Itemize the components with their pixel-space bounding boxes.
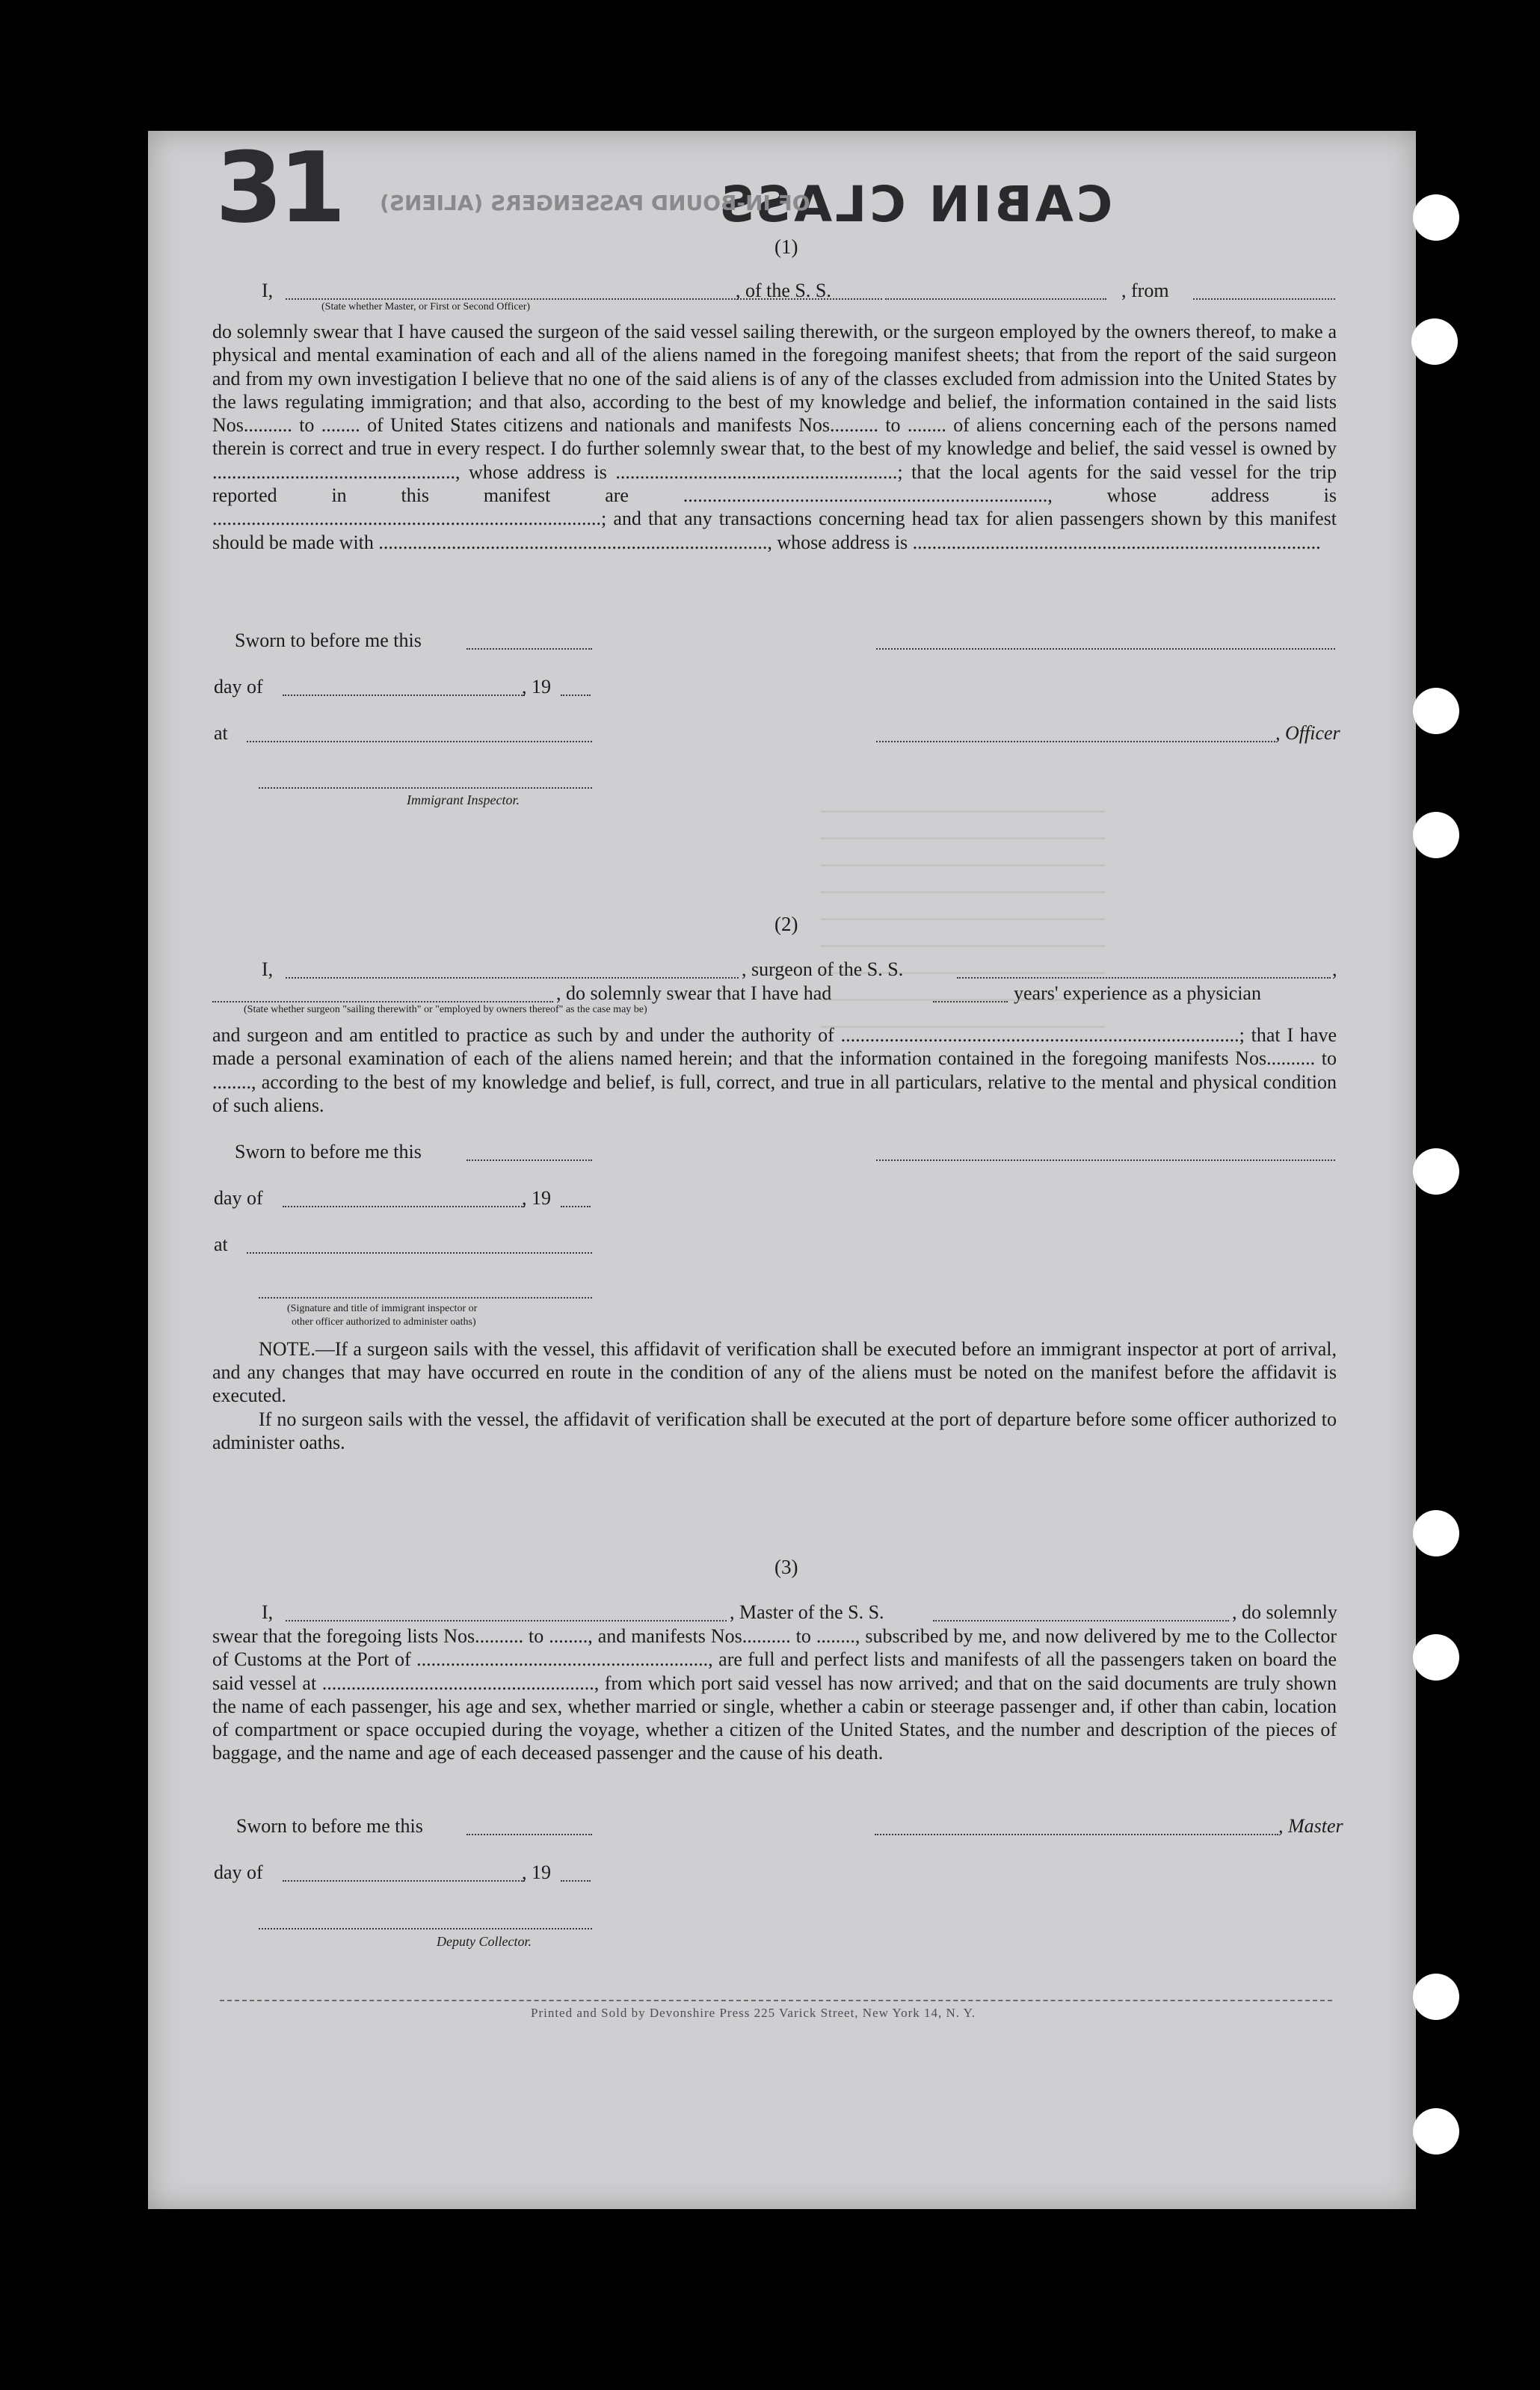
s2-note-text: NOTE.—If a surgeon sails with the vessel, this affidavit of verification shall be executed before an immigrant inspector at port of arrival, and any changes that may have occurred en route in the condition of any of the aliens must be noted on the manifest before the affidavit is executed. — [212, 1338, 1337, 1406]
s2-name-blank — [286, 977, 739, 979]
s1-signature-line — [876, 648, 1335, 650]
form-header-bleed: OF IN-BOUND PASSENGERS (ALIENS) — [380, 191, 810, 215]
s3-collector: Deputy Collector. — [437, 1934, 532, 1949]
s3-sworn-blank — [466, 1834, 592, 1835]
s2-swear-had: , do solemnly swear that I have had — [556, 982, 832, 1004]
s2-signature-inspector-line — [259, 1297, 592, 1299]
s3-day-blank — [283, 1880, 525, 1882]
s2-at: at — [214, 1234, 228, 1255]
s2-note2 — [212, 1408, 1337, 1454]
s3-solemnly: , do solemnly — [1232, 1601, 1337, 1623]
s2-signature-caption-2: other officer authorized to administer oaths) — [292, 1316, 476, 1328]
s1-at-blank — [247, 741, 592, 742]
s1-of-ss: , of the S. S. — [736, 280, 831, 301]
s3-sworn: Sworn to before me this — [236, 1815, 423, 1837]
s2-signature-line — [876, 1159, 1335, 1161]
s2-day-blank — [283, 1206, 525, 1207]
s2-year: , 19 — [522, 1187, 551, 1209]
s1-officer-line — [876, 741, 1275, 742]
s2-at-blank — [247, 1252, 592, 1254]
section-2-number: (2) — [774, 913, 798, 935]
s2-sworn-blank — [466, 1159, 592, 1161]
s3-body: swear that the foregoing lists Nos.......... to ........, and manifests Nos.......... to ........, subscribed by me, and now delivered by me to the Collector of Customs at the Port of ............................................................, are full and perfect lists and manifests of all the passengers taken on board the said vessel at ........................................................, from which port said vessel has now arrived; and that on the said documents are truly shown the name of each passenger, his age and sex, whether married or single, whether a cabin or steerage passenger and, if other than cabin, location of compartment or space occupied during the voyage, whether a citizen of the United States, and the number and description of the pieces of baggage, and the name and age of each deceased passenger and the cause of his death. — [212, 1625, 1337, 1764]
s3-opening: I, — [262, 1601, 274, 1623]
bleed-through-mark — [821, 804, 1105, 1028]
s2-surgeon-of: , surgeon of the S. S. — [742, 958, 904, 980]
punch-hole — [1413, 1634, 1459, 1681]
s3-master: , Master — [1278, 1815, 1343, 1837]
footer-rule — [220, 2000, 1332, 2001]
s1-year: , 19 — [522, 676, 551, 697]
page-number-stamp: 31 — [215, 131, 342, 244]
s1-caption: (State whether Master, or First or Second Officer) — [321, 301, 531, 312]
s1-day-of: day of — [214, 676, 263, 697]
s1-from-blank — [1193, 298, 1335, 300]
punch-hole — [1413, 1974, 1459, 2020]
s1-officer: , Officer — [1275, 722, 1340, 744]
s3-vessel-blank — [933, 1620, 1229, 1621]
s2-day-of: day of — [214, 1187, 263, 1209]
punch-hole — [1413, 1510, 1459, 1556]
s1-day-blank — [283, 694, 525, 696]
s1-inspector: Immigrant Inspector. — [407, 792, 520, 807]
s3-collector-line — [259, 1928, 592, 1929]
s2-body: and surgeon and am entitled to practice as such by and under the authority of ..................................................................................; that I have made a personal examination of each of the aliens named herein; and that the information contained in the foregoing manifests Nos.......... to ........, according to the best of my knowledge and belief, is full, correct, and true in all particulars, relative to the mental and physical condition of such aliens. — [212, 1024, 1337, 1116]
s2-years: years' experience as a physician — [1014, 982, 1261, 1004]
s1-inspector-line — [259, 787, 592, 789]
s2-caption: (State whether surgeon "sailing therewith" or "employed by owners thereof" as the case may be) — [244, 1004, 647, 1015]
s3-day-of: day of — [214, 1861, 263, 1883]
cabin-class-stamp: CABIN CLASS — [716, 176, 1113, 233]
s2-comma: , — [1332, 958, 1337, 980]
s2-opening: I, — [262, 958, 274, 980]
s2-note2-text: If no surgeon sails with the vessel, the affidavit of verification shall be executed at the port of departure before some officer authorized to administer oaths. — [212, 1408, 1337, 1453]
punch-hole — [1411, 318, 1458, 365]
s2-sworn: Sworn to before me this — [235, 1141, 422, 1162]
punch-hole — [1413, 1148, 1459, 1195]
s3-master-line — [875, 1834, 1278, 1835]
s1-year-blank — [561, 694, 591, 696]
s1-sworn-blank — [466, 648, 592, 650]
s2-note — [212, 1337, 1337, 1407]
manifest-page — [148, 131, 1416, 2209]
s1-sworn: Sworn to before me this — [235, 629, 422, 651]
section-1-number: (1) — [774, 235, 798, 258]
punch-hole — [1413, 194, 1459, 241]
s1-opening: I, — [262, 280, 274, 301]
s1-from: , from — [1121, 280, 1169, 301]
s2-signature-caption-1: (Signature and title of immigrant inspector or — [287, 1303, 478, 1314]
punch-hole — [1413, 2108, 1459, 2155]
s3-year-blank — [561, 1880, 591, 1882]
s1-vessel-blank — [885, 298, 1106, 300]
s3-name-blank — [286, 1620, 727, 1621]
s3-year: , 19 — [522, 1861, 551, 1883]
printer-credit: Printed and Sold by Devonshire Press 225 Varick Street, New York 14, N. Y. — [531, 2006, 976, 2020]
s1-body: do solemnly swear that I have caused the surgeon of the said vessel sailing therewith, or the surgeon employed by the owners thereof, to make a physical and mental examination of each and all of the aliens named in the foregoing manifest sheets; that from the report of the said surgeon and from my own investigation I believe that no one of the said aliens is of any of the classes excluded from admission into the United States by the laws regulating immigration; and that also, according to the best of my knowledge and belief, the information contained in the said lists Nos.......... to ........ of United States citizens and nationals and manifests Nos.......... to ........ of aliens concerning each of the persons named therein is correct and true in every respect. I do further solemnly swear that, to the best of my knowledge and belief, the said vessel is owned by .................................................., whose address is ..........................................................; that the local agents for the said vessel for the trip reported in this manifest are ..........................................................................., whose address is ................................................................................; and that any transactions concerning head tax for alien passengers shown by this manifest should be made with ................................................................................, whose address is .................................................................................... — [212, 321, 1337, 553]
s3-master-of: , Master of the S. S. — [730, 1601, 884, 1623]
section-3-number: (3) — [774, 1556, 798, 1578]
s1-at: at — [214, 722, 228, 744]
punch-hole — [1413, 812, 1459, 858]
s2-year-blank — [561, 1206, 591, 1207]
s2-designation-blank — [212, 1001, 553, 1002]
punch-hole — [1413, 688, 1459, 734]
